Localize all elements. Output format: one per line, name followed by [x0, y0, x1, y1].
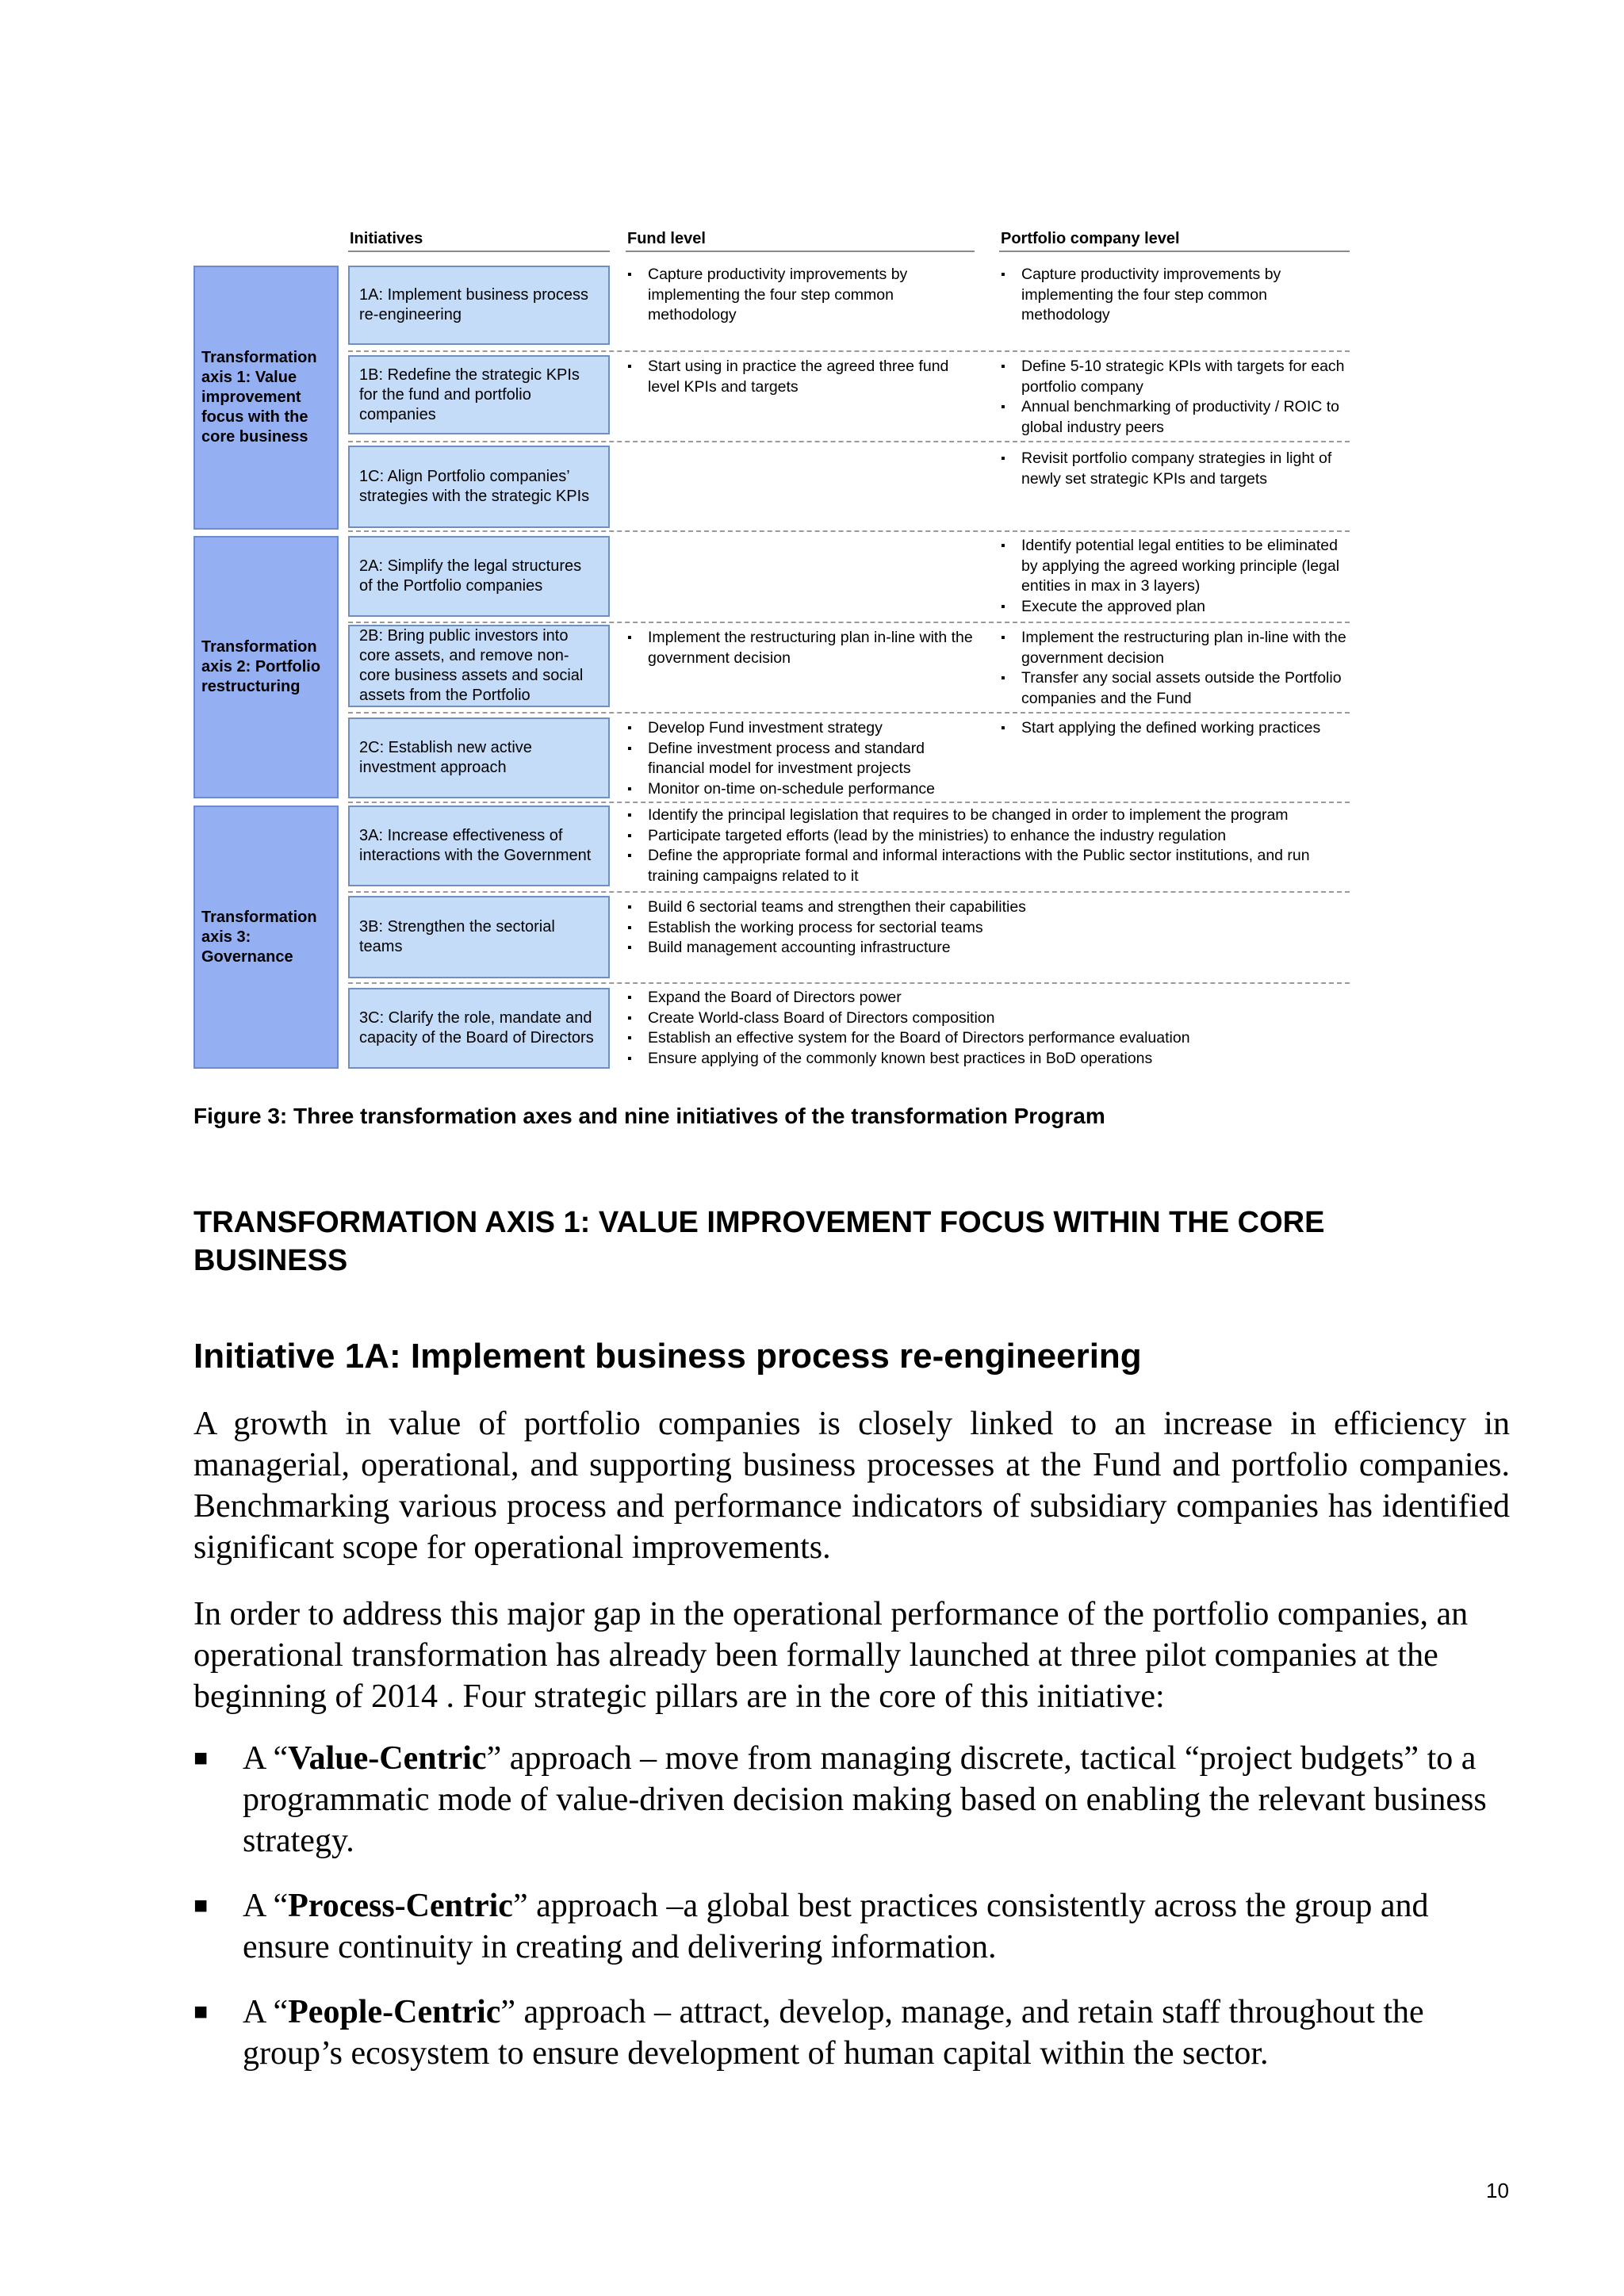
list-item: ▪ Implement the restructuring plan in-line with the government decision — [626, 628, 975, 668]
bullet-bold: People-Centric — [288, 1994, 501, 2030]
bullet-prefix: A “ — [243, 1740, 289, 1777]
initiative-2a — [348, 536, 610, 617]
list-item: ▪ Start applying the defined working practices — [999, 718, 1350, 739]
bullet-item — [193, 1885, 1510, 1968]
fund-cell-1b — [626, 357, 975, 397]
initiative-title: Initiative 1A: Implement business process re-engineering — [193, 1337, 1142, 1376]
company-cell-1b — [999, 357, 1350, 438]
header-rule — [626, 251, 975, 252]
axis-1-box — [193, 266, 339, 530]
initiative-label: 1A: Implement business process re-engineering — [359, 286, 589, 323]
transformation-figure — [0, 0, 1624, 1142]
row-divider — [348, 441, 1350, 442]
list-item: ▪ Establish the working process for sectorial teams — [626, 918, 1350, 939]
section-title: TRANSFORMATION AXIS 1: VALUE IMPROVEMENT FOCUS WITHIN THE CORE BUSINESS — [193, 1206, 1325, 1277]
both-cell-3c — [626, 988, 1350, 1069]
bullet-item — [193, 1992, 1510, 2074]
list-item: ▪ Start using in practice the agreed three fund level KPIs and targets — [626, 357, 975, 397]
initiative-label: 3C: Clarify the role, mandate and capacity of the Board of Directors — [359, 1009, 594, 1047]
bullet-square: ■ — [193, 1999, 209, 2025]
bullet-square: ■ — [193, 1892, 209, 1919]
initiative-1a — [348, 266, 610, 345]
list-item: ▪ Identify potential legal entities to be eliminated by applying the agreed working principle (legal entities in max in 3 layers) — [999, 536, 1350, 597]
fund-cell-2b — [626, 628, 975, 668]
list-item: ▪ Define investment process and standard financial model for investment projects — [626, 739, 975, 779]
bullet-bold: Process-Centric — [288, 1888, 513, 1924]
figure-caption: Figure 3: Three transformation axes and nine initiatives of the transformation Program — [193, 1104, 1105, 1128]
company-cell-2c — [999, 718, 1350, 739]
list-item: ▪ Annual benchmarking of productivity / ROIC to global industry peers — [999, 397, 1350, 438]
initiative-3c — [348, 988, 610, 1069]
list-item: ▪ Implement the restructuring plan in-line with the government decision — [999, 628, 1350, 668]
list-item: ▪ Develop Fund investment strategy — [626, 718, 975, 739]
list-item: ▪ Revisit portfolio company strategies in light of newly set strategic KPIs and targets — [999, 449, 1350, 489]
axis-2-label: Transformation axis 2: Portfolio restructuring — [201, 638, 321, 695]
list-item: ▪ Expand the Board of Directors power — [626, 988, 1350, 1008]
list-item: ▪ Create World-class Board of Directors composition — [626, 1008, 1350, 1029]
initiative-label: 3A: Increase effectiveness of interactions with the Government — [359, 827, 592, 864]
company-cell-1a — [999, 265, 1350, 326]
list-item: ▪ Participate targeted efforts (lead by the ministries) to enhance the industry regulation — [626, 826, 1350, 847]
row-divider — [348, 622, 1350, 623]
initiative-2c — [348, 718, 610, 798]
header-initiatives: Initiatives — [350, 230, 423, 247]
bullet-square: ■ — [193, 1745, 209, 1771]
list-item: ▪ Establish an effective system for the Board of Directors performance evaluation — [626, 1028, 1350, 1049]
initiative-3a — [348, 806, 610, 886]
initiative-label: 2A: Simplify the legal structures of the Portfolio companies — [359, 557, 582, 595]
paragraph: In order to address this major gap in the operational performance of the portfolio companies, an operational transformation has already been formally launched at three pilot companies at the beginning of 2014 . Four strategic pillars are in the core of this initiative: — [193, 1596, 1469, 1715]
row-divider — [348, 982, 1350, 984]
list-item: ▪ Capture productivity improvements by implementing the four step common methodology — [626, 265, 975, 326]
list-item: ▪ Ensure applying of the commonly known best practices in BoD operations — [626, 1049, 1350, 1070]
list-item: ▪ Define the appropriate formal and informal interactions with the Public sector institutions, and run training campaigns related to it — [626, 846, 1350, 886]
bullet-item — [193, 1738, 1510, 1862]
both-cell-3b — [626, 897, 1350, 959]
bullet-prefix: A “ — [243, 1888, 289, 1924]
initiative-label: 3B: Strengthen the sectorial teams — [359, 918, 555, 955]
header-rule — [999, 251, 1350, 252]
list-item: ▪ Transfer any social assets outside the Portfolio companies and the Fund — [999, 668, 1350, 709]
list-item: ▪ Identify the principal legislation that requires to be changed in order to implement the program — [626, 806, 1350, 826]
initiative-label: 2B: Bring public investors into core assets, and remove non-core business assets and social assets from the Portfolio — [359, 627, 584, 704]
list-item: ▪ Build 6 sectorial teams and strengthen their capabilities — [626, 897, 1350, 918]
list-item: ▪ Define 5-10 strategic KPIs with targets for each portfolio company — [999, 357, 1350, 397]
list-item: ▪ Execute the approved plan — [999, 597, 1350, 618]
initiative-1c — [348, 446, 610, 528]
row-divider — [348, 891, 1350, 893]
list-item: ▪ Monitor on-time on-schedule performance — [626, 779, 975, 800]
bullet-bold: Value-Centric — [288, 1740, 487, 1777]
page-number: 10 — [1486, 2179, 1509, 2202]
row-divider — [348, 530, 1350, 532]
company-cell-2b — [999, 628, 1350, 709]
axis-3-box — [193, 806, 339, 1069]
axis-3-label: Transformation axis 3: Governance — [201, 908, 317, 966]
bullet-suffix: ” approach – attract, develop, manage, and retain staff throughout the group’s ecosystem to ensure development of human capital within the sector. — [243, 1994, 1424, 2072]
initiative-label: 2C: Establish new active investment approach — [359, 739, 532, 776]
initiative-3b — [348, 896, 610, 978]
initiative-label: 1B: Redefine the strategic KPIs for the fund and portfolio companies — [359, 365, 580, 423]
axis-1-label: Transformation axis 1: Value improvement focus with the core business — [201, 349, 317, 446]
initiative-label: 1C: Align Portfolio companies’ strategies with the strategic KPIs — [359, 468, 590, 505]
bullet-prefix: A “ — [243, 1994, 289, 2030]
list-item: ▪ Capture productivity improvements by implementing the four step common methodology — [999, 265, 1350, 326]
axis-2-box — [193, 536, 339, 798]
row-divider — [348, 350, 1350, 352]
initiative-2b — [348, 625, 610, 707]
paragraph: A growth in value of portfolio companies is closely linked to an increase in efficiency in managerial, operational, and supporting business processes at the Fund and portfolio companies. Benchmarking various process and performance indicators of subsidiary companies has identified significant scope for operational improvements. — [193, 1406, 1510, 1566]
bullet-suffix: ” approach – move from managing discrete, tactical “project budgets” to a programmatic mode of value-driven decision making based on enabling the relevant business strategy. — [243, 1740, 1487, 1859]
header-fund-level: Fund level — [627, 230, 706, 247]
header-rule — [348, 251, 610, 252]
company-cell-2a — [999, 536, 1350, 617]
fund-cell-2c — [626, 718, 975, 799]
fund-cell-1a — [626, 265, 975, 326]
bullet-suffix: ” approach –a global best practices consistently across the group and ensure continuity in creating and delivering information. — [243, 1888, 1429, 1965]
row-divider — [348, 712, 1350, 714]
company-cell-1c — [999, 449, 1350, 489]
header-company-level: Portfolio company level — [1001, 230, 1180, 247]
both-cell-3a — [626, 806, 1350, 886]
list-item: ▪ Build management accounting infrastructure — [626, 938, 1350, 959]
initiative-1b — [348, 355, 610, 434]
row-divider — [348, 802, 1350, 803]
